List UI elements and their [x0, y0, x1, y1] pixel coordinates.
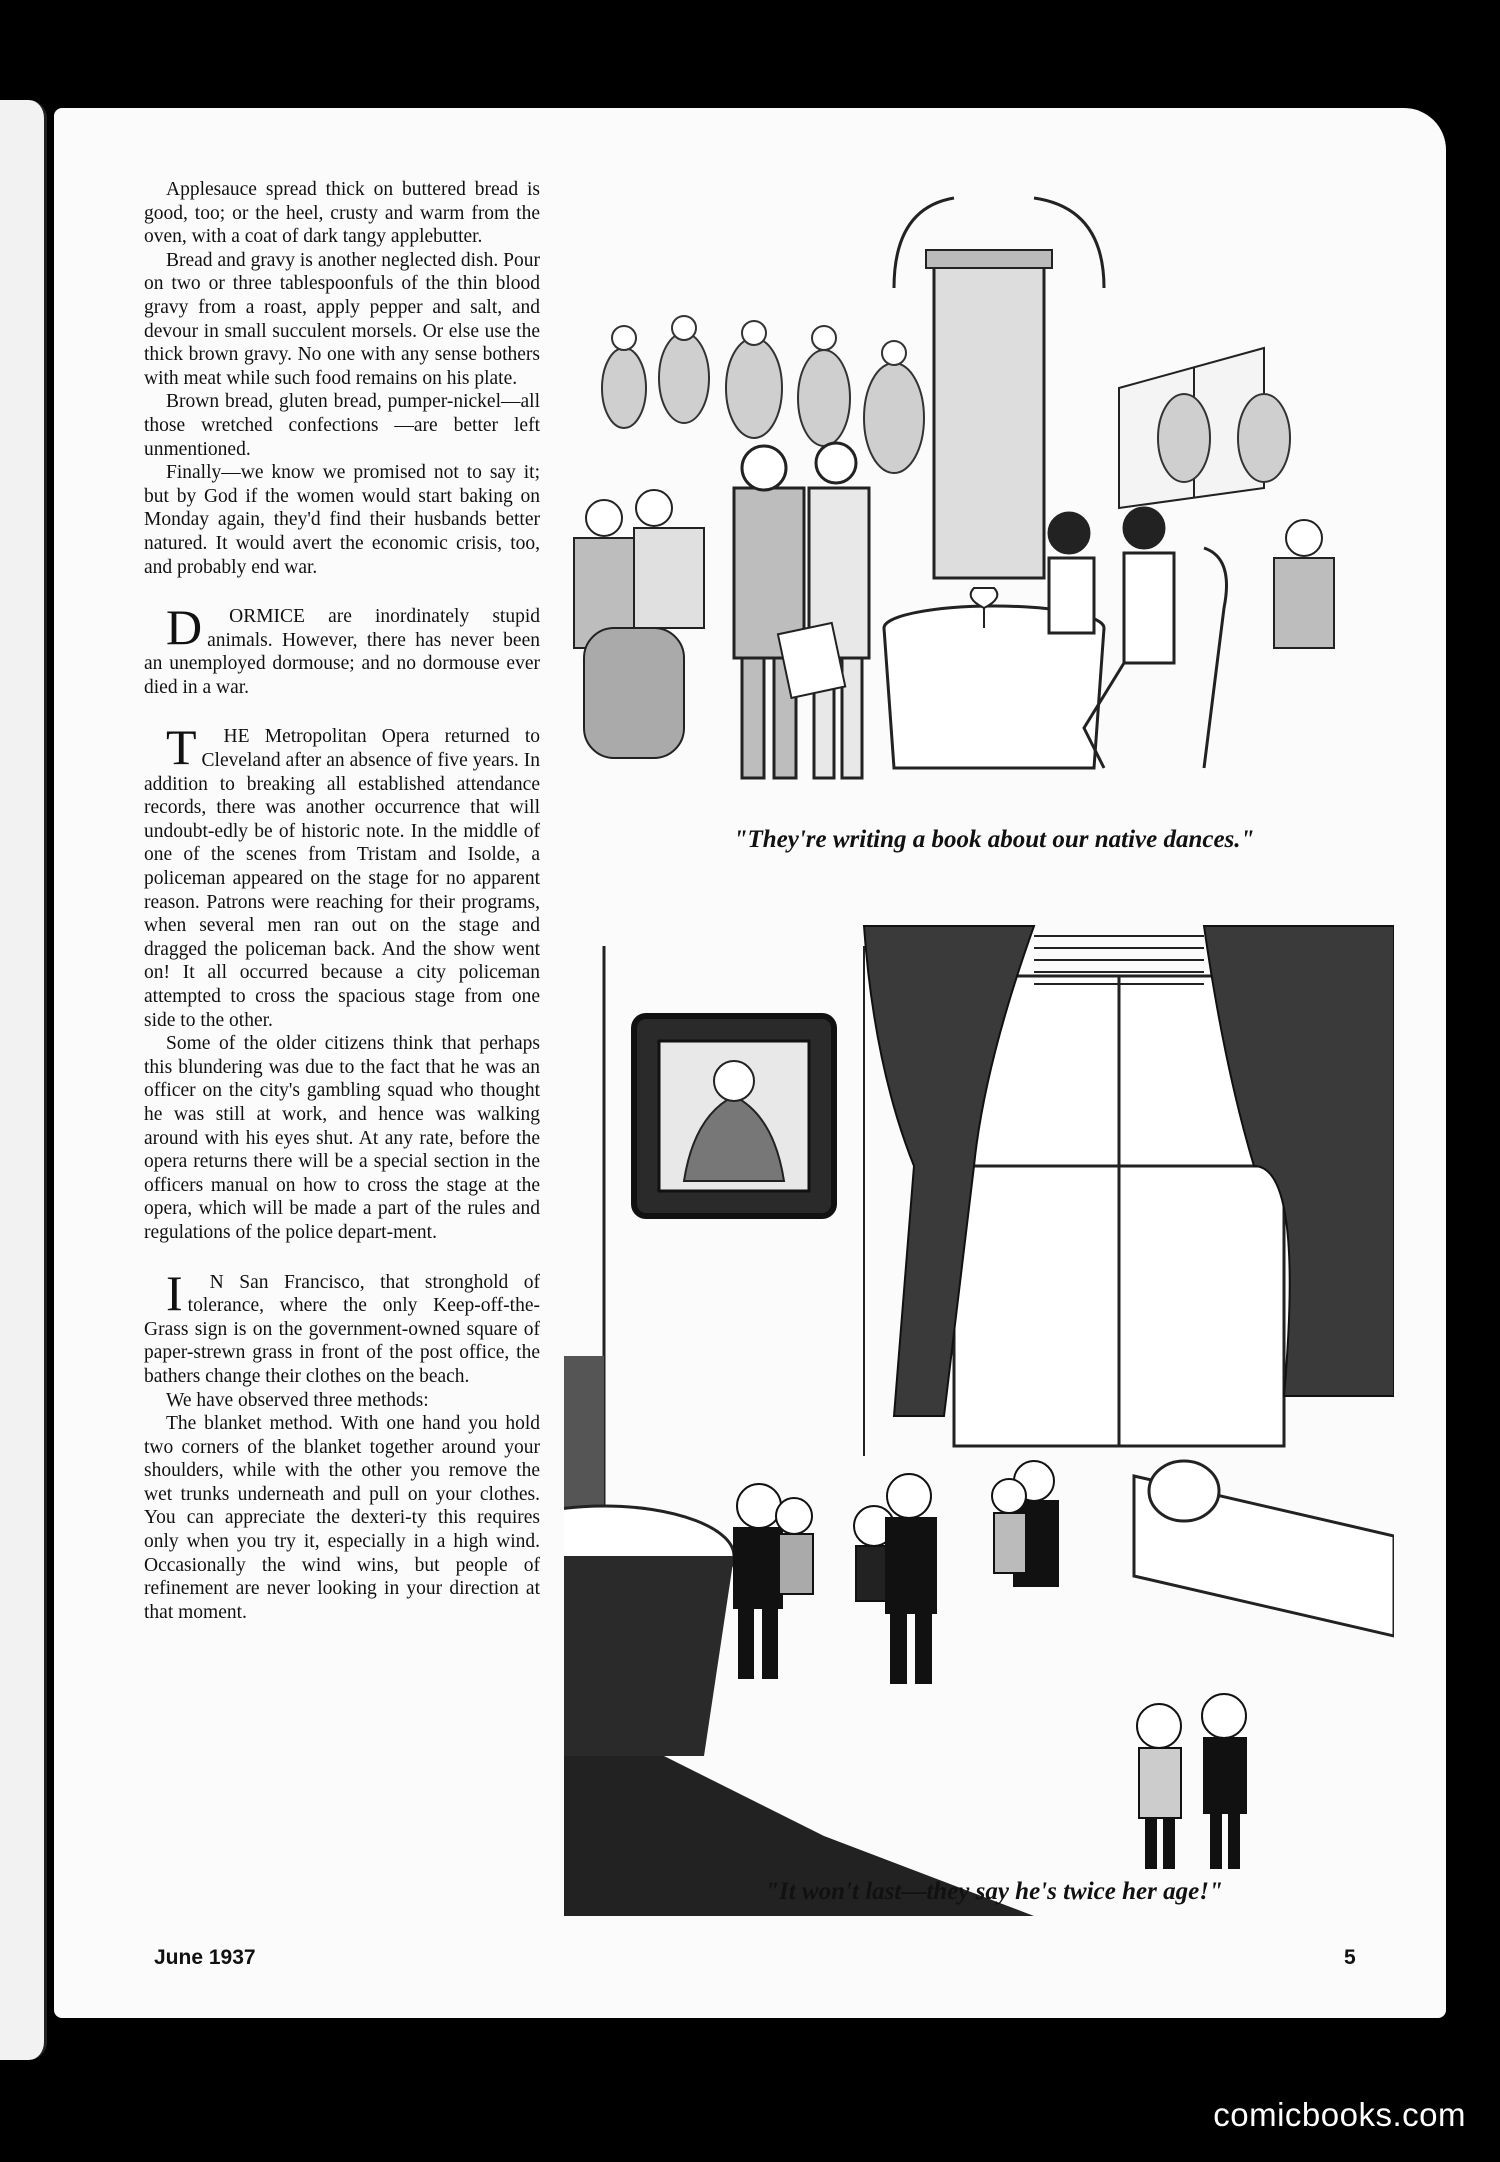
magazine-page	[54, 108, 1446, 2018]
cartoon-parlor	[564, 916, 1394, 1966]
paragraph-dormice: ORMICE are inordinately stupid animals. However, there has never been an unemployed dormouse; and no dormouse ever died in a war.	[144, 606, 540, 698]
paragraph-applesauce: Applesauce spread thick on buttered bread is good, too; or the heel, crusty and warm from the oven, with a coat of dark tangy applebutter.	[144, 179, 540, 248]
cartoon-caption-top: "They're writing a book about our native dances."	[733, 826, 1255, 853]
paragraph-brown-bread: Brown bread, gluten bread, pumper-nickel—all those wretched confections —are better left unmentioned.	[144, 391, 540, 460]
restaurant-illustration	[564, 188, 1364, 828]
paragraph-bread-gravy: Bread and gravy is another neglected dish. Pour on two or three tablespoonfuls of the thin blood gravy from a roast, apply pepper and salt, and devour in small succulent morsels. Or else use the thick brown gravy. No one with any sense bothers with meat while such food remains on his plate.	[144, 249, 540, 389]
facing-page-edge	[0, 100, 47, 2060]
dropcap: I	[166, 1264, 183, 1321]
parlor-illustration	[564, 916, 1394, 1916]
page-number: 5	[1344, 1946, 1356, 1969]
dormice-item	[144, 599, 540, 699]
paragraph-opera-continued: Some of the older citizens think that perhaps this blundering was due to the fact that he was an officer on the city's gambling squad who thought he was still at work, and hence was walking around with his eyes shut. At any rate, before the opera returns there will be a special section in the officers manual on how to cross the stage at the opera, which will be made a part of the rules and regulations of the police depart-ment.	[144, 1033, 540, 1243]
issue-date: June 1937	[154, 1946, 256, 1969]
paragraph-san-francisco: N San Francisco, that stronghold of tolerance, where the only Keep-off-the-Grass sign is on the government-owned square of paper-strewn grass in front of the post office, the bathers change their clothes on the beach.	[144, 1271, 540, 1387]
cartoon-restaurant	[564, 188, 1364, 908]
text-column	[144, 178, 540, 1624]
paragraph-blanket-method: The blanket method. With one hand you hold two corners of the blanket together around your shoulders, while with the other you remove the wet trunks underneath and pull on your clothes. You can appreciate the dexteri-ty this requires only when you try it, especially in a high wind. Occasionally the wind wins, but people of refinement are never looking in your direction at that moment.	[144, 1413, 540, 1623]
san-francisco-item	[144, 1264, 540, 1625]
dropcap: D	[166, 599, 203, 656]
dropcap: T	[166, 719, 197, 776]
site-watermark: comicbooks.com	[1213, 2096, 1466, 2133]
paragraph-opera: HE Metropolitan Opera returned to Cleveland after an absence of five years. In addition to breaking all established attendance records, there was another occurrence that will undoubt-edly be of historic note. In the middle of one of the scenes from Tristam and Isolde, a policeman appeared on the stage for no apparent reason. Patrons were reaching for their programs, when several men ran out on the stage and dragged the policeman back. And the show went on! It all occurred because a city policeman attempted to cross the spacious stage from one side to the other.	[144, 726, 540, 1031]
paragraph-methods: We have observed three methods:	[166, 1389, 429, 1411]
cartoon-caption-bottom: "It won't last—they say he's twice her age!"	[765, 1878, 1223, 1905]
paragraph-finally: Finally—we know we promised not to say it; but by God if the women would start baking on Monday again, they'd find their husbands better natured. It would avert the economic crisis, too, and probably end war.	[144, 462, 540, 578]
opera-item	[144, 719, 540, 1244]
